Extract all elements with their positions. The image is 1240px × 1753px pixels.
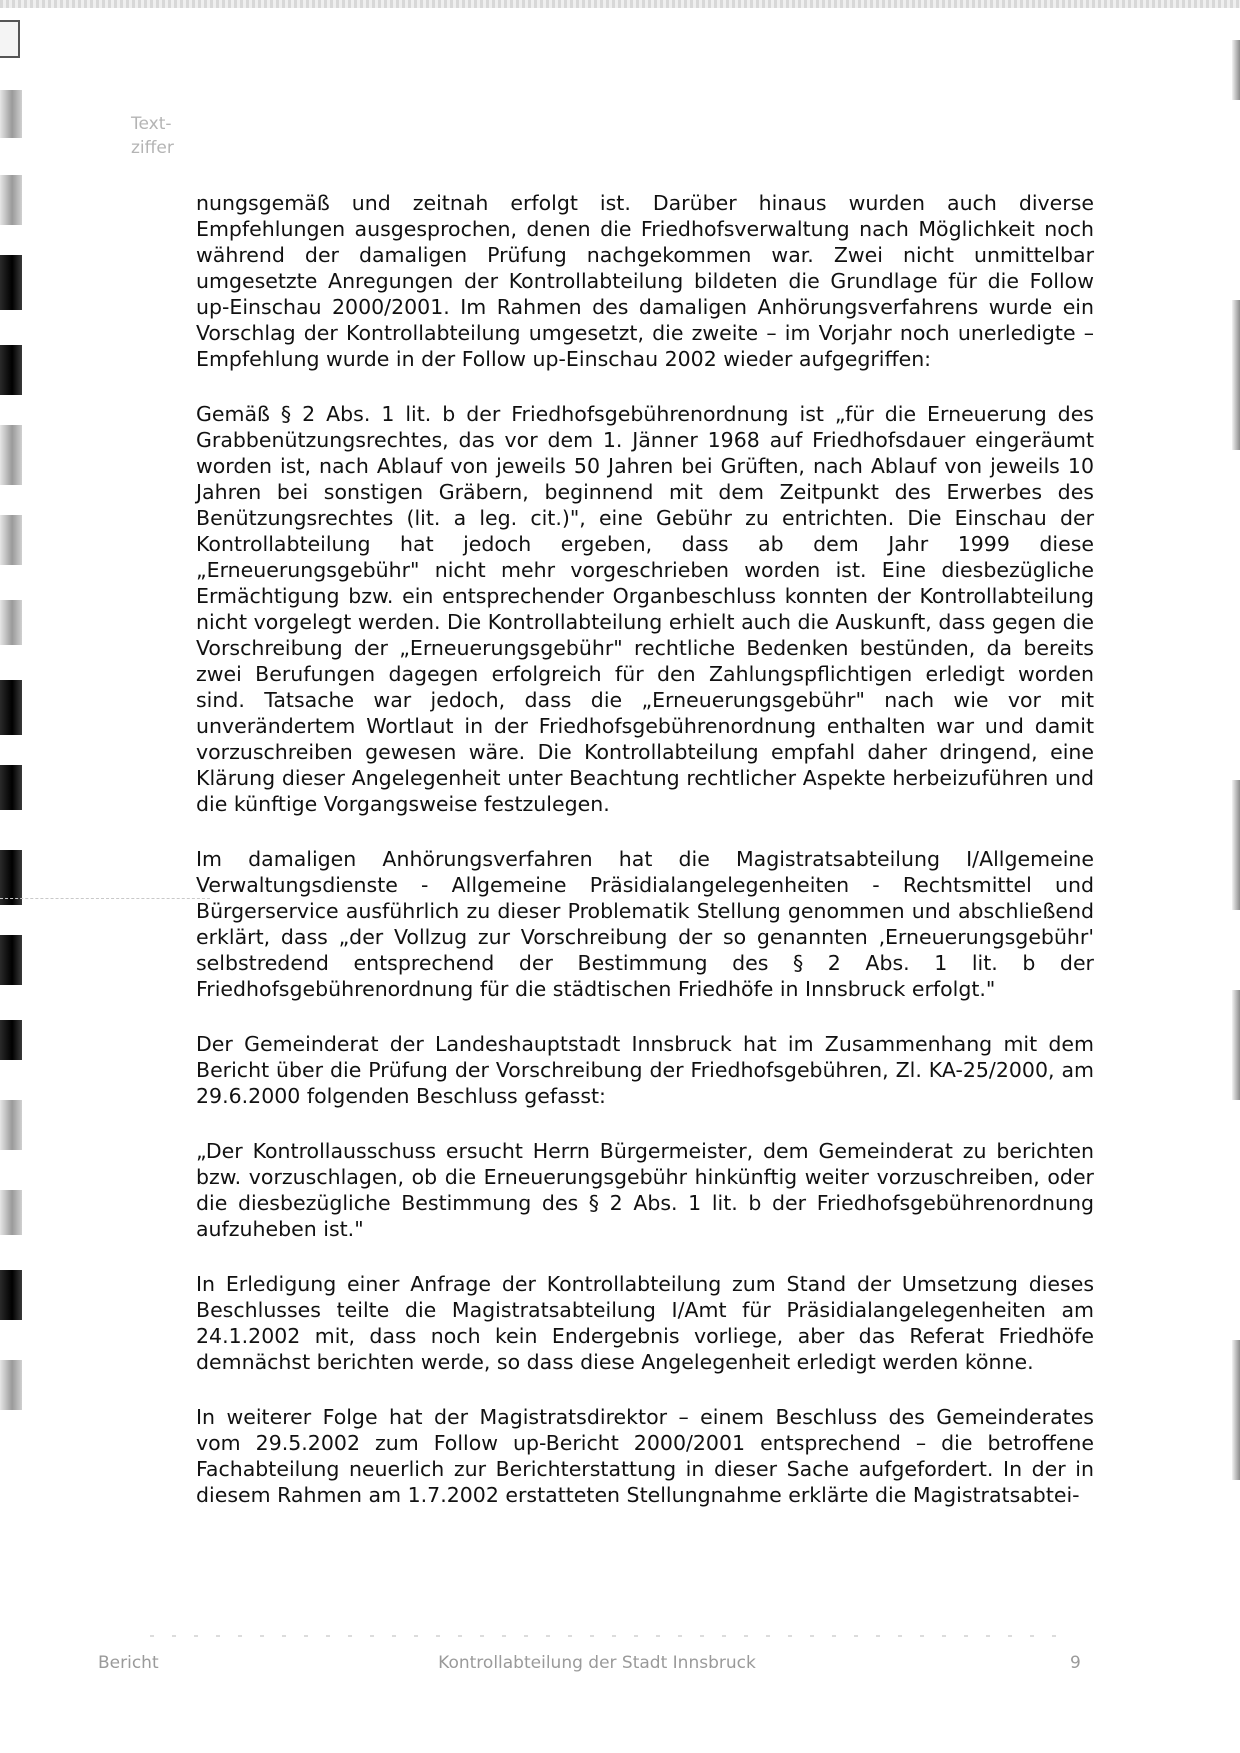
- scan-artifact-mark: [0, 1190, 22, 1235]
- paragraph: Gemäß § 2 Abs. 1 lit. b der Friedhofsgebührenordnung ist „für die Erneuerung des Grabbenützungsrechtes, das vor dem 1. Jänner 1968 auf Friedhofsdauer eingeräumt worden ist, nach Ablauf von jeweils 50 Jahren bei Grüften, nach Ablauf von jeweils 10 Jahren bei sonstigen Gräbern, beginnend mit dem Zeitpunkt des Erwerbes des Benützungsrechtes (lit. a leg. cit.)", eine Gebühr zu entrichten. Die Einschau der Kontrollabteilung hat jedoch ergeben, dass ab dem Jahr 1999 diese „Erneuerungsgebühr" nicht mehr vorgeschrieben worden ist. Eine diesbezügliche Ermächtigung bzw. ein entsprechender Organbeschluss konnten der Kontrollabteilung nicht vorgelegt werden. Die Kontrollabteilung erhielt auch die Auskunft, dass gegen die Vorschreibung der „Erneuerungsgebühr" rechtliche Bedenken bestünden, da bereits zwei Berufungen dagegen erfolgreich für den Zahlungspflichtigen erledigt worden sind. Tatsache war jedoch, dass die „Erneuerungsgebühr" nach wie vor mit unverändertem Wortlaut in der Friedhofsgebührenordnung enthalten war und damit vorzuschreiben gewesen wäre. Die Kontrollabteilung empfahl daher dringend, eine Klärung dieser Angelegenheit unter Beachtung rechtlicher Aspekte herbeizuführen und die künftige Vorgangsweise festzulegen.: [196, 402, 1094, 816]
- scan-artifact-mark: [0, 1100, 22, 1150]
- scan-artifact-mark: [0, 765, 22, 810]
- paragraph: In weiterer Folge hat der Magistratsdirektor – einem Beschluss des Gemeinderates vom 29.5.2002 zum Follow up-Bericht 2000/2001 entsprechend – die betroffene Fachabteilung neuerlich zur Berichterstattung in dieser Sache aufgefordert. In der in diesem Rahmen am 1.7.2002 erstatteten Stellungnahme erklärte die Magistratsabtei-: [196, 1405, 1094, 1507]
- scan-artifact-mark: [1232, 780, 1240, 910]
- scan-artifact-mark: [0, 175, 22, 225]
- scan-artifact-mark: [1232, 40, 1240, 100]
- paragraph: nungsgemäß und zeitnah erfolgt ist. Darüber hinaus wurden auch diverse Empfehlungen ausgesprochen, denen die Friedhofsverwaltung nach Möglichkeit noch während der damaligen Prüfung nachgekommen war. Zwei nicht unmittelbar umgesetzte Anregungen der Kontrollabteilung bildeten die Grundlage für die Follow up-Einschau 2000/2001. Im Rahmen des damaligen Anhörungsverfahrens wurde ein Vorschlag der Kontrollabteilung umgesetzt, die zweite – im Vorjahr noch unerledigte – Empfehlung wurde in der Follow up-Einschau 2002 wieder aufgegriffen:: [196, 191, 1094, 371]
- scan-artifact-mark: [0, 935, 22, 985]
- scan-artifact-mark: [0, 20, 20, 58]
- scan-artifact-mark: [0, 90, 22, 138]
- scan-artifact-mark: [0, 425, 22, 485]
- scan-artifact-mark: [0, 1360, 22, 1410]
- scan-artifact-mark: [0, 850, 22, 905]
- footer-report-label: Bericht: [98, 1653, 159, 1673]
- paragraph: Der Gemeinderat der Landeshauptstadt Innsbruck hat im Zusammenhang mit dem Bericht über die Prüfung der Vorschreibung der Friedhofsgebühren, Zl. KA-25/2000, am 29.6.2000 folgenden Beschluss gefasst:: [196, 1032, 1094, 1108]
- scan-edge-top: [0, 0, 1240, 8]
- paragraph: In Erledigung einer Anfrage der Kontrollabteilung zum Stand der Umsetzung dieses Beschlusses teilte die Magistratsabteilung I/Amt für Präsidialangelegenheiten am 24.1.2002 mit, dass noch kein Endergebnis vorliege, aber das Referat Friedhöfe demnächst berichten werde, so dass diese Angelegenheit erledigt werden könne.: [196, 1272, 1094, 1374]
- scan-artifact-mark: [1232, 1340, 1240, 1480]
- report-body: [196, 190, 1094, 1508]
- margin-label-line: ziffer: [131, 138, 174, 158]
- scan-fold-line: [0, 898, 210, 899]
- scan-artifact-mark: [1232, 300, 1240, 450]
- scan-artifact-mark: [0, 680, 22, 735]
- scan-artifact-mark: [0, 1020, 22, 1060]
- paragraph: „Der Kontrollausschuss ersucht Herrn Bürgermeister, dem Gemeinderat zu berichten bzw. vorzuschlagen, ob die Erneuerungsgebühr hinkünftig weiter vorzuschreiben, oder die diesbezügliche Bestimmung des § 2 Abs. 1 lit. b der Friedhofsgebührenordnung aufzuheben ist.": [196, 1139, 1094, 1241]
- margin-label: [131, 112, 211, 160]
- scan-artifact-mark: [0, 515, 22, 565]
- page-number: 9: [1070, 1653, 1081, 1673]
- scan-artifact-mark: [0, 255, 22, 310]
- paragraph: Im damaligen Anhörungsverfahren hat die Magistratsabteilung I/Allgemeine Verwaltungsdienste - Allgemeine Präsidialangelegenheiten - Rechtsmittel und Bürgerservice ausführlich zu dieser Problematik Stellung genommen und abschließend erklärt, dass „der Vollzug zur Vorschreibung der so genannten ‚Erneuerungsgebühr' selbstredend entsprechend der Bestimmung des § 2 Abs. 1 lit. b der Friedhofsgebührenordnung für die städtischen Friedhöfe in Innsbruck erfolgt.": [196, 847, 1094, 1001]
- scan-artifact-mark: [0, 600, 22, 645]
- scan-artifact-mark: [0, 1270, 22, 1320]
- footer-organization: Kontrollabteilung der Stadt Innsbruck: [438, 1653, 756, 1673]
- scan-artifact-mark: [0, 345, 22, 395]
- scan-artifact-mark: [1232, 990, 1240, 1100]
- margin-label-line: Text-: [131, 114, 172, 134]
- footer-dotted-line: [150, 1635, 1070, 1637]
